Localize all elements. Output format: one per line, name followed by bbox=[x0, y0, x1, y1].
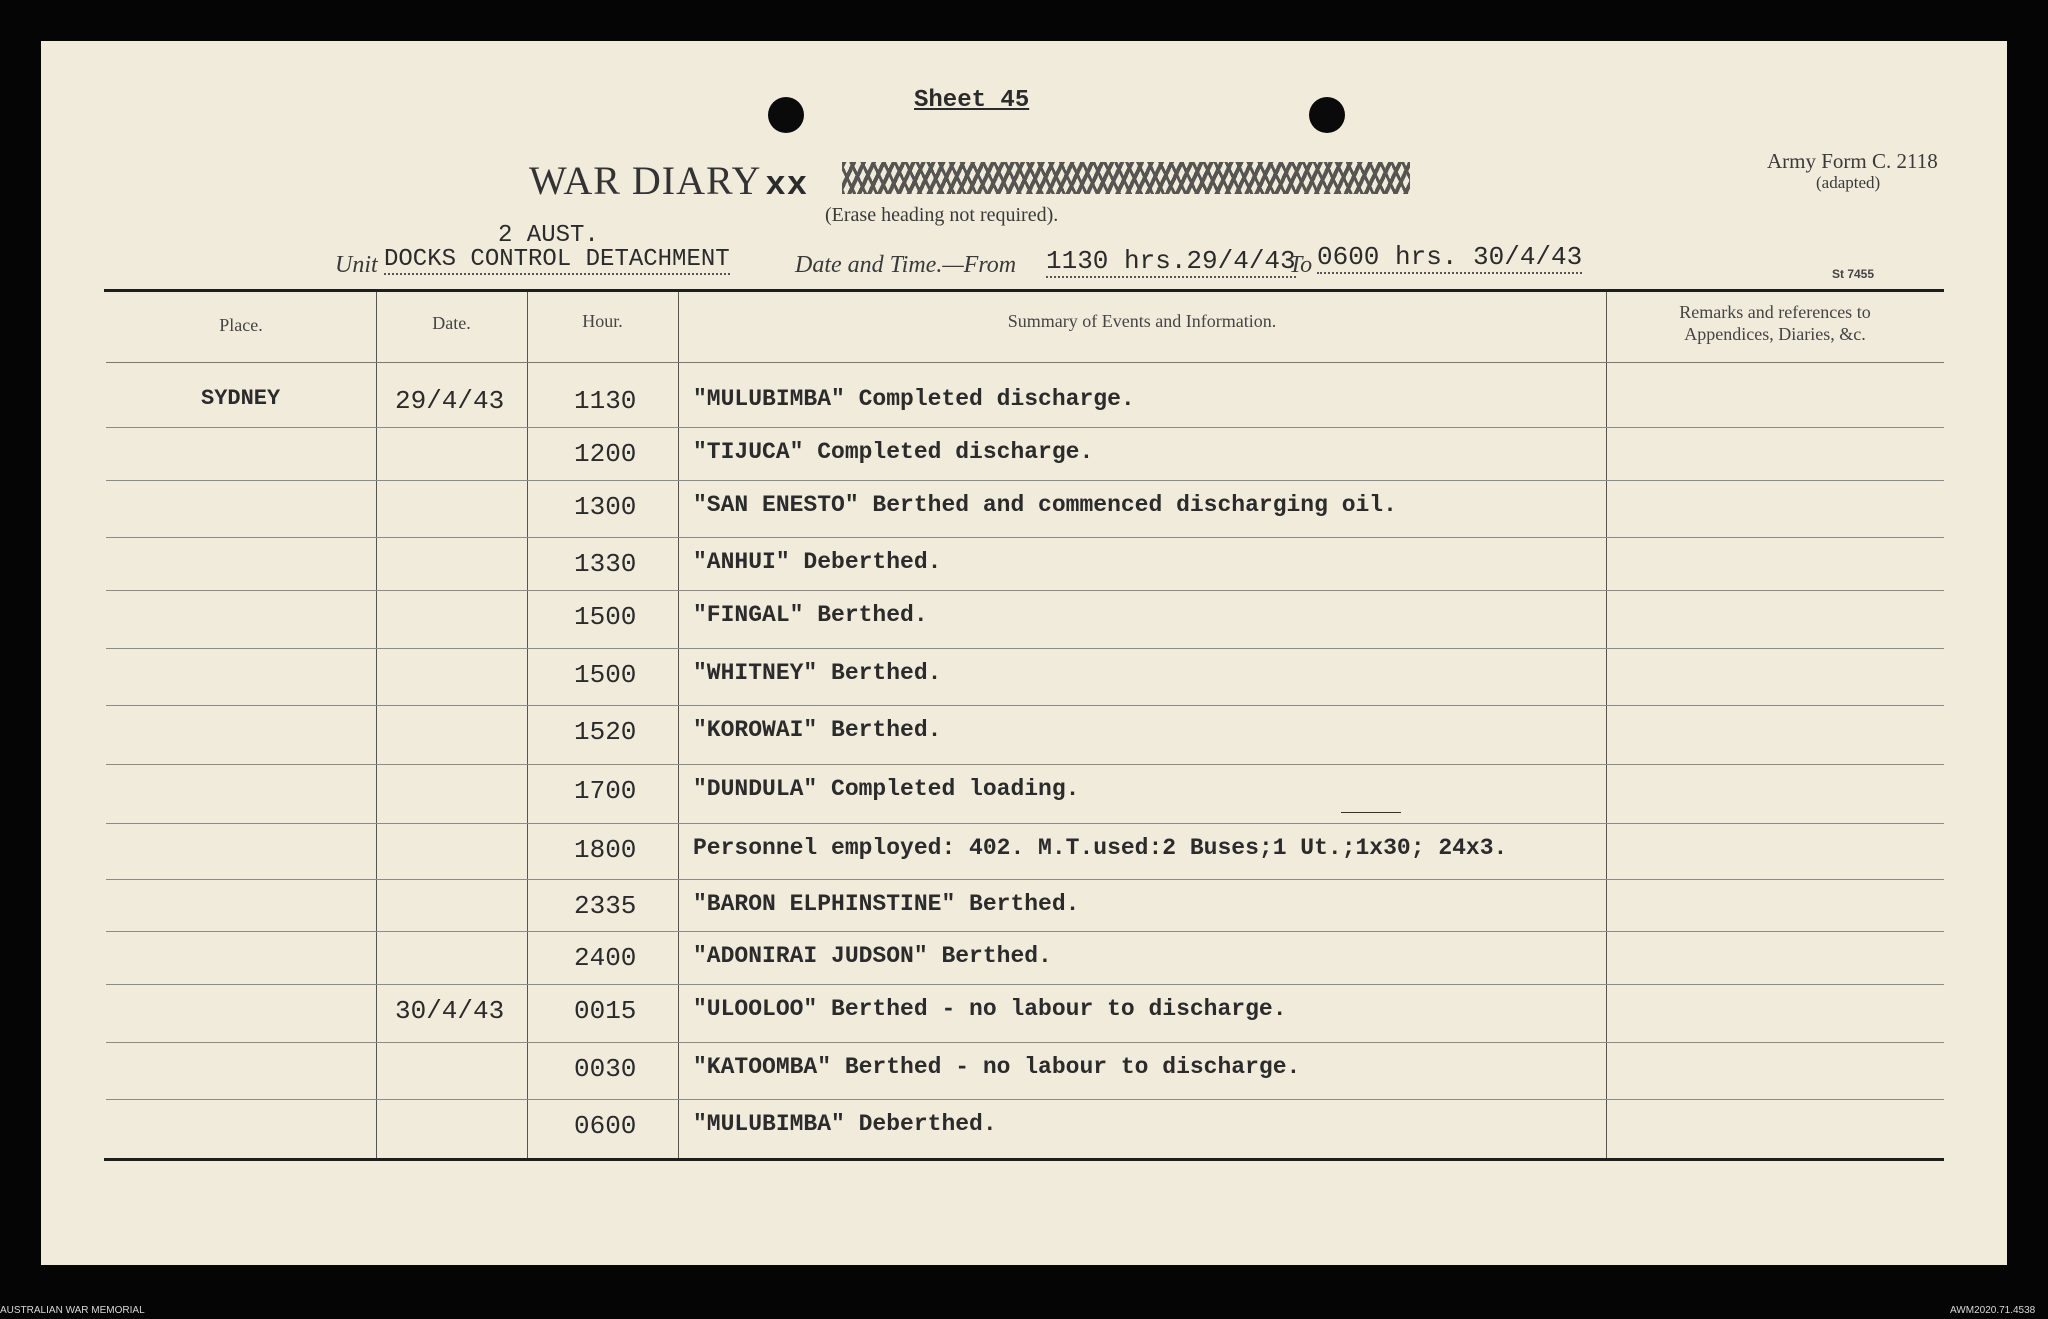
entry-hour: 2400 bbox=[574, 943, 637, 973]
entry-summary: "BARON ELPHINSTINE" Berthed. bbox=[693, 891, 1080, 917]
row-separator bbox=[106, 590, 1944, 591]
remarks-header-line-1: Remarks and references to bbox=[1679, 302, 1871, 322]
row-separator bbox=[106, 648, 1944, 649]
entry-summary: "ANHUI" Deberthed. bbox=[693, 549, 942, 575]
entry-summary: "SAN ENESTO" Berthed and commenced discharging oil. bbox=[693, 492, 1397, 518]
entry-summary: "KOROWAI" Berthed. bbox=[693, 717, 942, 743]
date-from-value: 1130 hrs.29/4/43 bbox=[1046, 246, 1296, 276]
entry-hour: 0030 bbox=[574, 1054, 637, 1084]
entry-hour: 1300 bbox=[574, 492, 637, 522]
row-separator bbox=[106, 984, 1944, 985]
pencil-mark bbox=[1341, 812, 1401, 813]
row-separator bbox=[106, 1042, 1944, 1043]
entry-hour: 2335 bbox=[574, 891, 637, 921]
diary-entry-row bbox=[41, 776, 2007, 816]
diary-entry-row bbox=[41, 602, 2007, 642]
date-to-value: 0600 hrs. 30/4/43 bbox=[1317, 242, 1583, 272]
entry-summary: "DUNDULA" Completed loading. bbox=[693, 776, 1080, 802]
entry-hour: 1330 bbox=[574, 549, 637, 579]
title-text: WAR DIARY bbox=[529, 158, 762, 203]
diary-entry-row bbox=[41, 492, 2007, 532]
entry-hour: 1800 bbox=[574, 835, 637, 865]
entry-place: SYDNEY bbox=[201, 386, 281, 411]
diary-entry-row bbox=[41, 891, 2007, 931]
row-separator bbox=[106, 480, 1944, 481]
entry-date: 30/4/43 bbox=[395, 996, 505, 1026]
row-separator bbox=[106, 705, 1944, 706]
header-rule bbox=[106, 362, 1944, 363]
diary-entry-row bbox=[41, 835, 2007, 875]
entry-hour: 1500 bbox=[574, 660, 637, 690]
diary-entry-row bbox=[41, 1054, 2007, 1094]
row-separator bbox=[106, 427, 1944, 428]
entry-summary: "ULOOLOO" Berthed - no labour to discharge. bbox=[693, 996, 1287, 1022]
remarks-header-line-2: Appendices, Diaries, &c. bbox=[1684, 324, 1866, 344]
form-adapted-note: (adapted) bbox=[1816, 173, 1881, 192]
army-form-number: Army Form C. 2118 bbox=[1767, 149, 1938, 173]
column-header-place: Place. bbox=[219, 315, 263, 335]
row-separator bbox=[106, 879, 1944, 880]
date-time-label: Date and Time.—From bbox=[795, 252, 1017, 278]
diary-entry-row bbox=[41, 660, 2007, 700]
entry-date: 29/4/43 bbox=[395, 386, 505, 416]
entry-summary: Personnel employed: 402. M.T.used:2 Buses;1 Ut.;1x30; 24x3. bbox=[693, 835, 1508, 861]
table-top-rule bbox=[104, 289, 1944, 292]
diary-entry-row bbox=[41, 386, 2007, 426]
row-separator bbox=[106, 823, 1944, 824]
entry-summary: "WHITNEY" Berthed. bbox=[693, 660, 942, 686]
punch-hole bbox=[768, 97, 804, 133]
entry-summary: "MULUBIMBA" Deberthed. bbox=[693, 1111, 997, 1137]
diary-entry-row bbox=[41, 943, 2007, 983]
column-header-date: Date. bbox=[432, 313, 471, 333]
column-header-remarks bbox=[1606, 301, 1944, 345]
entry-summary: "MULUBIMBA" Completed discharge. bbox=[693, 386, 1135, 412]
diary-entry-row bbox=[41, 717, 2007, 757]
table-bottom-rule bbox=[104, 1158, 1944, 1161]
sheet-number: Sheet 45 bbox=[914, 87, 1030, 114]
diary-entry-row bbox=[41, 439, 2007, 479]
entry-summary: "ADONIRAI JUDSON" Berthed. bbox=[693, 943, 1052, 969]
diary-sheet bbox=[41, 41, 2007, 1265]
diary-entry-row bbox=[41, 549, 2007, 589]
stock-number: St 7455 bbox=[1832, 267, 1875, 281]
war-diary-title bbox=[529, 157, 808, 205]
date-to-label: To bbox=[1289, 252, 1313, 278]
column-header-summary: Summary of Events and Information. bbox=[1007, 311, 1277, 331]
entry-hour: 1520 bbox=[574, 717, 637, 747]
row-separator bbox=[106, 764, 1944, 765]
entry-summary: "FINGAL" Berthed. bbox=[693, 602, 928, 628]
entry-hour: 1200 bbox=[574, 439, 637, 469]
entry-hour: 1130 bbox=[574, 386, 637, 416]
unit-value: DOCKS CONTROL DETACHMENT bbox=[384, 246, 730, 273]
title-mark: xx bbox=[765, 167, 809, 205]
entry-summary: "TIJUCA" Completed discharge. bbox=[693, 439, 1094, 465]
row-separator bbox=[106, 931, 1944, 932]
footer-source: AUSTRALIAN WAR MEMORIAL bbox=[0, 1305, 145, 1316]
erase-note: (Erase heading not required). bbox=[825, 204, 1059, 226]
entry-hour: 1500 bbox=[574, 602, 637, 632]
entry-hour: 0015 bbox=[574, 996, 637, 1026]
row-separator bbox=[106, 1099, 1944, 1100]
column-header-hour: Hour. bbox=[582, 311, 623, 331]
footer-reference: AWM2020.71.4538 bbox=[1950, 1305, 2036, 1316]
entry-hour: 0600 bbox=[574, 1111, 637, 1141]
unit-label: Unit bbox=[335, 252, 378, 278]
diary-entry-row bbox=[41, 1111, 2007, 1151]
entry-hour: 1700 bbox=[574, 776, 637, 806]
entry-summary: "KATOOMBA" Berthed - no labour to discharge. bbox=[693, 1054, 1301, 1080]
diary-entry-row bbox=[41, 996, 2007, 1036]
struck-out-heading bbox=[842, 162, 1410, 194]
unit-line-1: 2 AUST. bbox=[498, 222, 599, 249]
punch-hole bbox=[1309, 97, 1345, 133]
row-separator bbox=[106, 537, 1944, 538]
